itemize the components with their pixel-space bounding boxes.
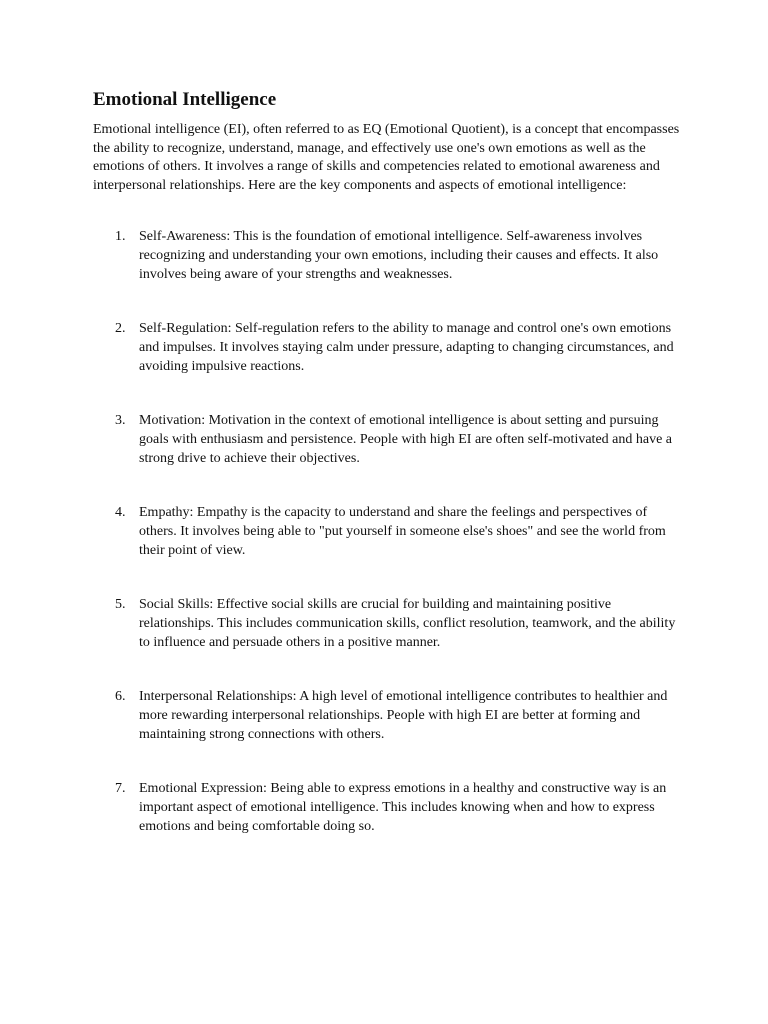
list-item-number: 1. xyxy=(115,229,126,245)
list-item xyxy=(93,780,683,836)
list-item-text: Self-Awareness: This is the foundation of emotional intelligence. Self-awareness involves recognizing and understanding your own emotions, including their causes and effects. It also involves being aware of your strengths and weaknesses. xyxy=(139,229,659,282)
list-item xyxy=(93,688,683,744)
list-item-number: 3. xyxy=(115,413,126,429)
list-item-number: 4. xyxy=(115,505,126,521)
document-title: Emotional Intelligence xyxy=(93,89,277,110)
components-list xyxy=(93,228,683,836)
intro-paragraph: Emotional intelligence (EI), often referred to as EQ (Emotional Quotient), is a concept that encompasses the ability to recognize, understand, manage, and effectively use one's own emotions as well as the emotions of others. It involves a range of skills and competencies related to emotional awareness and interpersonal relationships. Here are the key components and aspects of emotional intelligence: xyxy=(93,122,680,193)
list-item-text: Motivation: Motivation in the context of emotional intelligence is about setting and pursuing goals with enthusiasm and persistence. People with high EI are often self-motivated and have a strong drive to achieve their objectives. xyxy=(139,413,673,466)
list-item-text: Interpersonal Relationships: A high level of emotional intelligence contributes to healthier and more rewarding interpersonal relationships. People with high EI are better at forming and maintaining strong connections with others. xyxy=(139,689,668,742)
list-item xyxy=(93,504,683,560)
list-item-number: 5. xyxy=(115,597,126,613)
document-page xyxy=(93,88,683,872)
list-item-number: 2. xyxy=(115,321,126,337)
list-item-text: Empathy: Empathy is the capacity to understand and share the feelings and perspectives of others. It involves being able to "put yourself in someone else's shoes" and see the world from their point of view. xyxy=(139,505,666,558)
list-item-number: 7. xyxy=(115,781,126,797)
list-item-text: Social Skills: Effective social skills are crucial for building and maintaining positive relationships. This includes communication skills, conflict resolution, teamwork, and the ability to influence and persuade others in a positive manner. xyxy=(139,597,676,650)
list-item xyxy=(93,412,683,468)
list-item-text: Self-Regulation: Self-regulation refers to the ability to manage and control one's own emotions and impulses. It involves staying calm under pressure, adapting to changing circumstances, and avoiding impulsive reactions. xyxy=(139,321,674,374)
list-item xyxy=(93,320,683,376)
list-item xyxy=(93,596,683,652)
list-item xyxy=(93,228,683,284)
list-item-text: Emotional Expression: Being able to express emotions in a healthy and constructive way is an important aspect of emotional intelligence. This includes knowing when and how to express emotions and being comfortable doing so. xyxy=(139,781,667,834)
list-item-number: 6. xyxy=(115,689,126,705)
